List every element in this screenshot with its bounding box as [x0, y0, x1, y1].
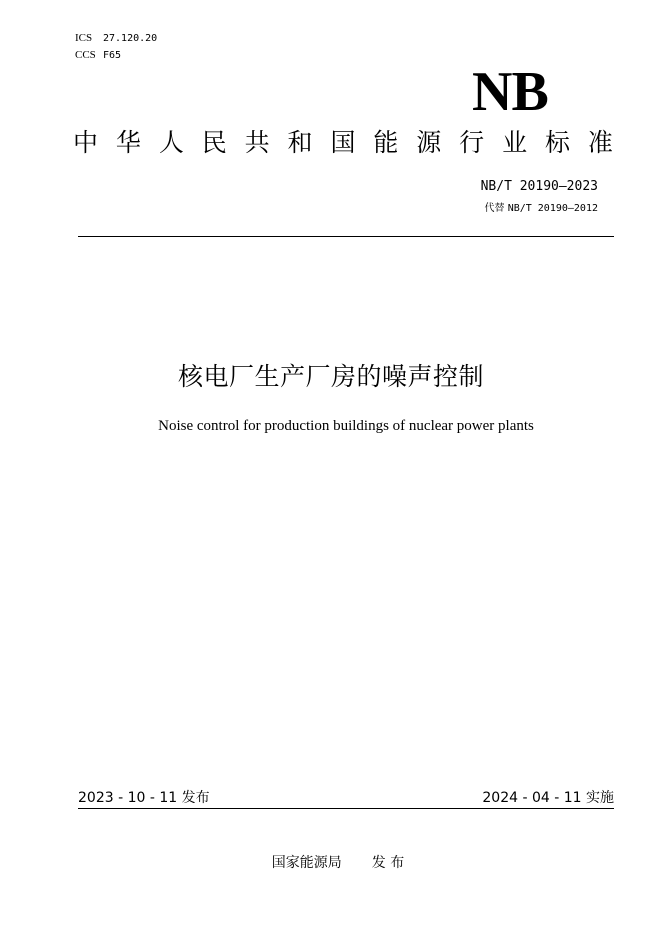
standard-category: [73, 127, 613, 159]
category-char: 人: [158, 128, 184, 157]
issue-date: 2023 - 10 - 11 发布: [78, 790, 210, 806]
ccs-label: CCS: [75, 49, 96, 61]
category-char: 能: [373, 128, 399, 157]
category-char: 行: [459, 128, 485, 157]
category-char: 中: [73, 128, 99, 157]
issuer-line: [0, 853, 662, 873]
category-char: 准: [587, 128, 613, 157]
ccs-row: [75, 49, 121, 62]
category-char: 国: [330, 128, 356, 157]
replaces-number: NB/T 20190—2012: [507, 203, 598, 214]
category-char: 民: [201, 128, 227, 157]
standard-number: NB/T 20190—2023: [480, 179, 598, 194]
category-char: 源: [416, 128, 442, 157]
nb-logo: NB: [472, 61, 548, 123]
ics-row: [75, 32, 157, 45]
implementation-date: 2024 - 04 - 11 实施: [482, 790, 614, 806]
category-char: 华: [115, 128, 141, 157]
category-char: 共: [244, 128, 270, 157]
replaces-prefix: 代替: [484, 203, 505, 214]
category-char: 业: [502, 128, 528, 157]
issuer-action: 发 布: [371, 855, 405, 871]
header-divider: [78, 236, 614, 237]
replaces-line: [485, 202, 599, 215]
category-char: 标: [544, 128, 570, 157]
ccs-value: F65: [103, 50, 122, 61]
footer-divider: [78, 808, 614, 809]
document-title-chinese: 核电厂生产厂房的噪声控制: [177, 362, 484, 391]
ics-label: ICS: [75, 32, 93, 44]
issuer-name: 国家能源局: [271, 855, 342, 871]
category-char: 和: [287, 128, 313, 157]
document-title-english: Noise control for production buildings of nuclear power plants: [158, 418, 534, 434]
ics-value: 27.120.20: [103, 33, 158, 44]
